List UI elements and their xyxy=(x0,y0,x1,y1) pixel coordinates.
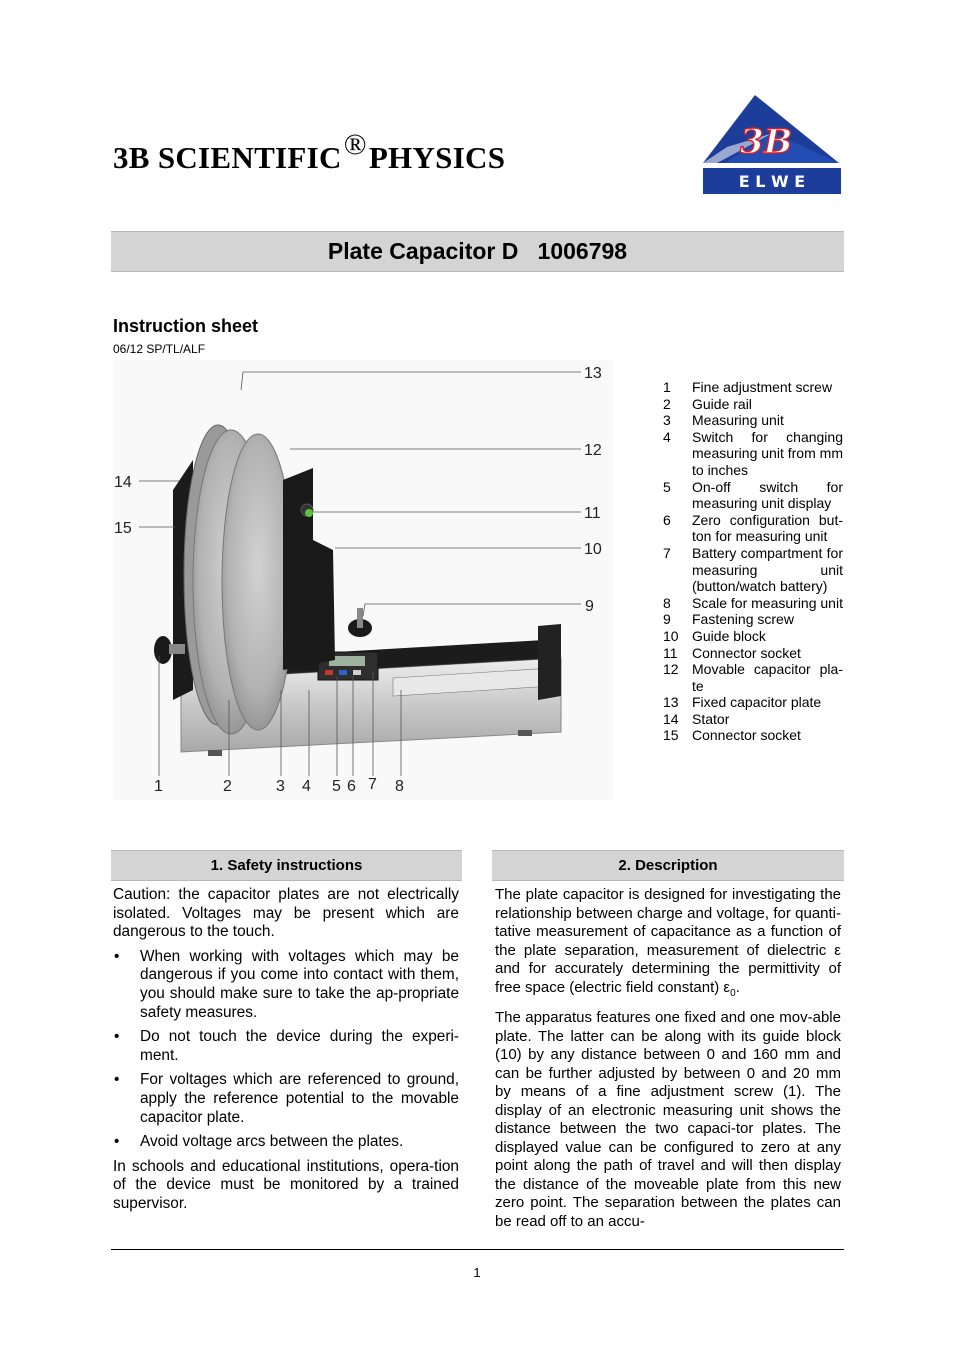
safety-bullet: • Avoid voltage arcs between the plates. xyxy=(113,1133,459,1152)
part-number: 10 xyxy=(663,627,679,644)
list-item xyxy=(663,379,843,396)
list-item xyxy=(663,727,843,744)
description-paragraph-1: The plate capacitor is designed for investigating the relationship between charge and voltage, for quanti-tative measurement of capacitance as a function of the plate separation, measurement of dielectric ε and for accurately determining the permittivity of free space (electric field constant) $\varepsilon_0$. xyxy=(495,886,841,999)
part-number: 5 xyxy=(663,478,671,495)
callout-7: 7 xyxy=(368,776,377,793)
logo-tm: ® xyxy=(806,128,814,137)
logo-subtext: E L W E xyxy=(738,172,806,191)
part-number: 9 xyxy=(663,611,671,628)
description-paragraph-2: The apparatus features one fixed and one mov-able plate. The latter can be along with its guide block (10) by any distance between 0 and 160 mm and can be further adjusted by between 0 and 20 mm by means of a fine adjustment screw (1). The display of an electronic measuring unit shows the distance between the two capaci-tor plates. The displayed value can be configured to zero at any point along the path of travel and will then display the distance of the moveable plate from this new zero point. The separation between the plates can be read off to an accu- xyxy=(495,1009,841,1230)
title-bar xyxy=(111,231,844,272)
callout-15: 15 xyxy=(114,520,132,537)
part-label: Fine adjustment screw xyxy=(692,379,833,395)
part-label: Guide rail xyxy=(692,395,752,412)
parts-list xyxy=(663,379,843,744)
elwe-logo xyxy=(703,95,841,194)
part-number: 14 xyxy=(663,710,679,727)
registered-mark: ® xyxy=(343,128,367,161)
list-item xyxy=(663,645,843,662)
part-number: 8 xyxy=(663,594,671,611)
footer-rule xyxy=(111,1249,844,1250)
list-item xyxy=(663,479,843,512)
part-number: 3 xyxy=(663,412,671,429)
callout-6: 6 xyxy=(347,778,356,795)
brand-main: 3B SCIENTIFIC xyxy=(113,140,342,175)
list-item xyxy=(663,694,843,711)
safety-section xyxy=(113,886,459,1220)
brand-tail: PHYSICS xyxy=(368,140,506,175)
list-item xyxy=(663,429,843,479)
list-item xyxy=(663,545,843,595)
list-item xyxy=(663,512,843,545)
callout-10: 10 xyxy=(584,541,602,558)
callout-3: 3 xyxy=(276,778,285,795)
part-label: Switch for changing measuring unit from mm to inches xyxy=(692,428,843,478)
list-item xyxy=(663,412,843,429)
safety-bullet: • Do not touch the device during the experi-ment. xyxy=(113,1028,459,1065)
callout-2: 2 xyxy=(223,778,232,795)
part-label: Battery compartment for measuring unit (button/watch battery) xyxy=(692,544,843,595)
list-item xyxy=(663,628,843,645)
part-label: Fixed capacitor plate xyxy=(692,694,822,711)
part-label: Scale for measuring unit xyxy=(692,594,843,611)
list-item xyxy=(663,595,843,612)
epsilon-subscript: 0 xyxy=(730,987,736,999)
part-number: 2 xyxy=(663,395,671,412)
part-label: Measuring unit xyxy=(692,412,784,429)
part-number: 7 xyxy=(663,544,671,561)
callout-11: 11 xyxy=(584,505,601,522)
callout-13: 13 xyxy=(584,365,602,382)
callout-1: 1 xyxy=(154,778,163,795)
part-number: 15 xyxy=(663,727,679,744)
brand-title xyxy=(113,128,505,176)
list-item xyxy=(663,396,843,413)
description-section xyxy=(495,886,841,1237)
product-name: Plate Capacitor D xyxy=(327,238,519,264)
part-label: Fastening screw xyxy=(692,611,794,628)
safety-section-heading: 1. Safety instructions xyxy=(111,850,462,881)
safety-intro: Caution: the capacitor plates are not electrically isolated. Voltages may be present which are dangerous to the touch. xyxy=(113,886,459,941)
part-label: Zero configuration but-ton for measuring unit xyxy=(692,511,843,545)
safety-bullet: • When working with voltages which may be dangerous if you come into contact with them, you should make sure to take the ap-propriate safety measures. xyxy=(113,948,459,1022)
description-section-heading: 2. Description xyxy=(492,850,844,881)
product-number: 1006798 xyxy=(537,238,628,264)
safety-outro: In schools and educational institutions, opera-tion of the device must be monitored by a trained supervisor. xyxy=(113,1157,459,1212)
part-number: 13 xyxy=(663,694,679,711)
callout-9: 9 xyxy=(585,598,594,615)
list-item xyxy=(663,711,843,728)
list-item xyxy=(663,611,843,628)
apparatus-figure xyxy=(113,360,613,800)
part-label: Stator xyxy=(692,710,730,727)
part-label: Connector socket xyxy=(692,644,801,661)
callout-12: 12 xyxy=(584,442,602,459)
part-number: 1 xyxy=(663,379,671,395)
part-label: Movable capacitor pla-te xyxy=(692,661,843,694)
safety-bullet: • For voltages which are referenced to ground, apply the reference potential to the movable capacitor plate. xyxy=(113,1071,459,1127)
part-label: Connector socket xyxy=(692,727,801,744)
callout-8: 8 xyxy=(395,778,404,795)
page-number: 1 xyxy=(473,1265,481,1280)
callout-4: 4 xyxy=(302,778,311,795)
safety-bullet-list xyxy=(113,948,459,1152)
part-number: 4 xyxy=(663,428,671,445)
sheet-heading: Instruction sheet xyxy=(113,316,259,336)
part-number: 12 xyxy=(663,661,679,678)
sheet-code: 06/12 SP/TL/ALF xyxy=(113,342,206,356)
logo-3b-text: 3B xyxy=(740,122,793,162)
part-number: 6 xyxy=(663,511,671,528)
part-label: Guide block xyxy=(692,627,766,644)
part-label: On-off switch for measuring unit display xyxy=(692,478,843,512)
list-item xyxy=(663,661,843,694)
part-number: 11 xyxy=(663,644,678,661)
callout-5: 5 xyxy=(332,778,341,795)
callout-14: 14 xyxy=(114,474,132,491)
